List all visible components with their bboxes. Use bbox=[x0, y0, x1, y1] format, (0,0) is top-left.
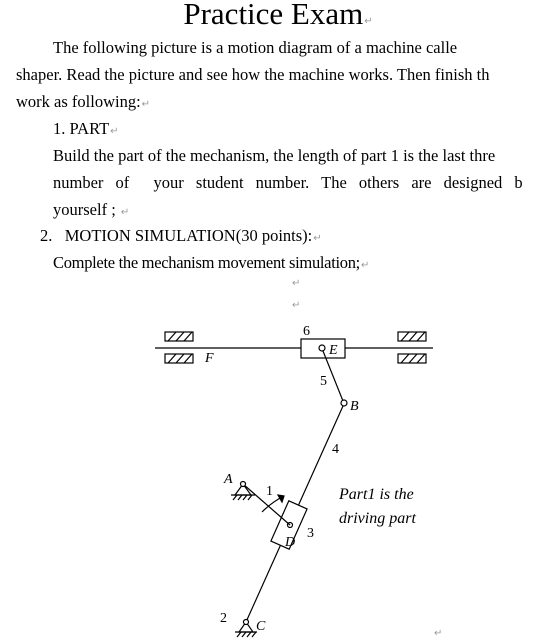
paragraph-mark-icon: ↵ bbox=[313, 233, 322, 244]
pin-a bbox=[241, 482, 246, 487]
paragraph-mark-icon: ↵ bbox=[360, 260, 370, 271]
paragraph-mark-icon: ↵ bbox=[364, 16, 373, 27]
title-text: Practice Exam bbox=[183, 0, 364, 31]
label-2: 2 bbox=[220, 611, 227, 626]
label-5: 5 bbox=[320, 374, 327, 389]
section-1-heading: 1. PART↵ bbox=[53, 119, 119, 138]
label-a: A bbox=[224, 472, 233, 487]
section-1-line-1: Build the part of the mechanism, the length of part 1 is the last thre bbox=[53, 146, 496, 165]
label-c: C bbox=[256, 619, 266, 634]
paragraph-mark-icon: ↵ bbox=[120, 207, 130, 218]
note-line-1: Part1 is the bbox=[339, 486, 414, 503]
section-1-line-2: number of your student number. The others are designed b bbox=[53, 173, 523, 192]
paragraph-mark-icon: ↵ bbox=[292, 300, 301, 311]
label-6: 6 bbox=[303, 324, 310, 339]
label-1: 1 bbox=[266, 484, 273, 499]
intro-line-1: The following picture is a motion diagram of a machine calle bbox=[53, 38, 458, 57]
label-d: D bbox=[285, 535, 296, 550]
label-3: 3 bbox=[307, 526, 314, 541]
paragraph-mark-icon: ↵ bbox=[434, 628, 443, 639]
intro-line-2: shaper. Read the picture and see how the machine works. Then finish th bbox=[16, 65, 490, 84]
pin-b bbox=[341, 400, 347, 406]
note-line-2: driving part bbox=[339, 510, 416, 527]
paragraph-mark-icon: ↵ bbox=[141, 99, 151, 110]
pin-c bbox=[244, 620, 249, 625]
label-e: E bbox=[329, 343, 338, 358]
intro-line-3: work as following:↵ bbox=[16, 92, 151, 111]
label-b: B bbox=[350, 399, 359, 414]
pin-e bbox=[319, 345, 325, 351]
section-1-line-3: yourself ; ↵ bbox=[53, 200, 130, 219]
label-4: 4 bbox=[332, 442, 339, 457]
label-f: F bbox=[205, 351, 214, 366]
section-2-body: Complete the mechanism movement simulation;↵ bbox=[53, 253, 370, 272]
paragraph-mark-icon: ↵ bbox=[110, 126, 119, 137]
section-2-heading: 2. MOTION SIMULATION(30 points):↵ bbox=[40, 226, 322, 245]
paragraph-mark-icon: ↵ bbox=[292, 278, 301, 289]
